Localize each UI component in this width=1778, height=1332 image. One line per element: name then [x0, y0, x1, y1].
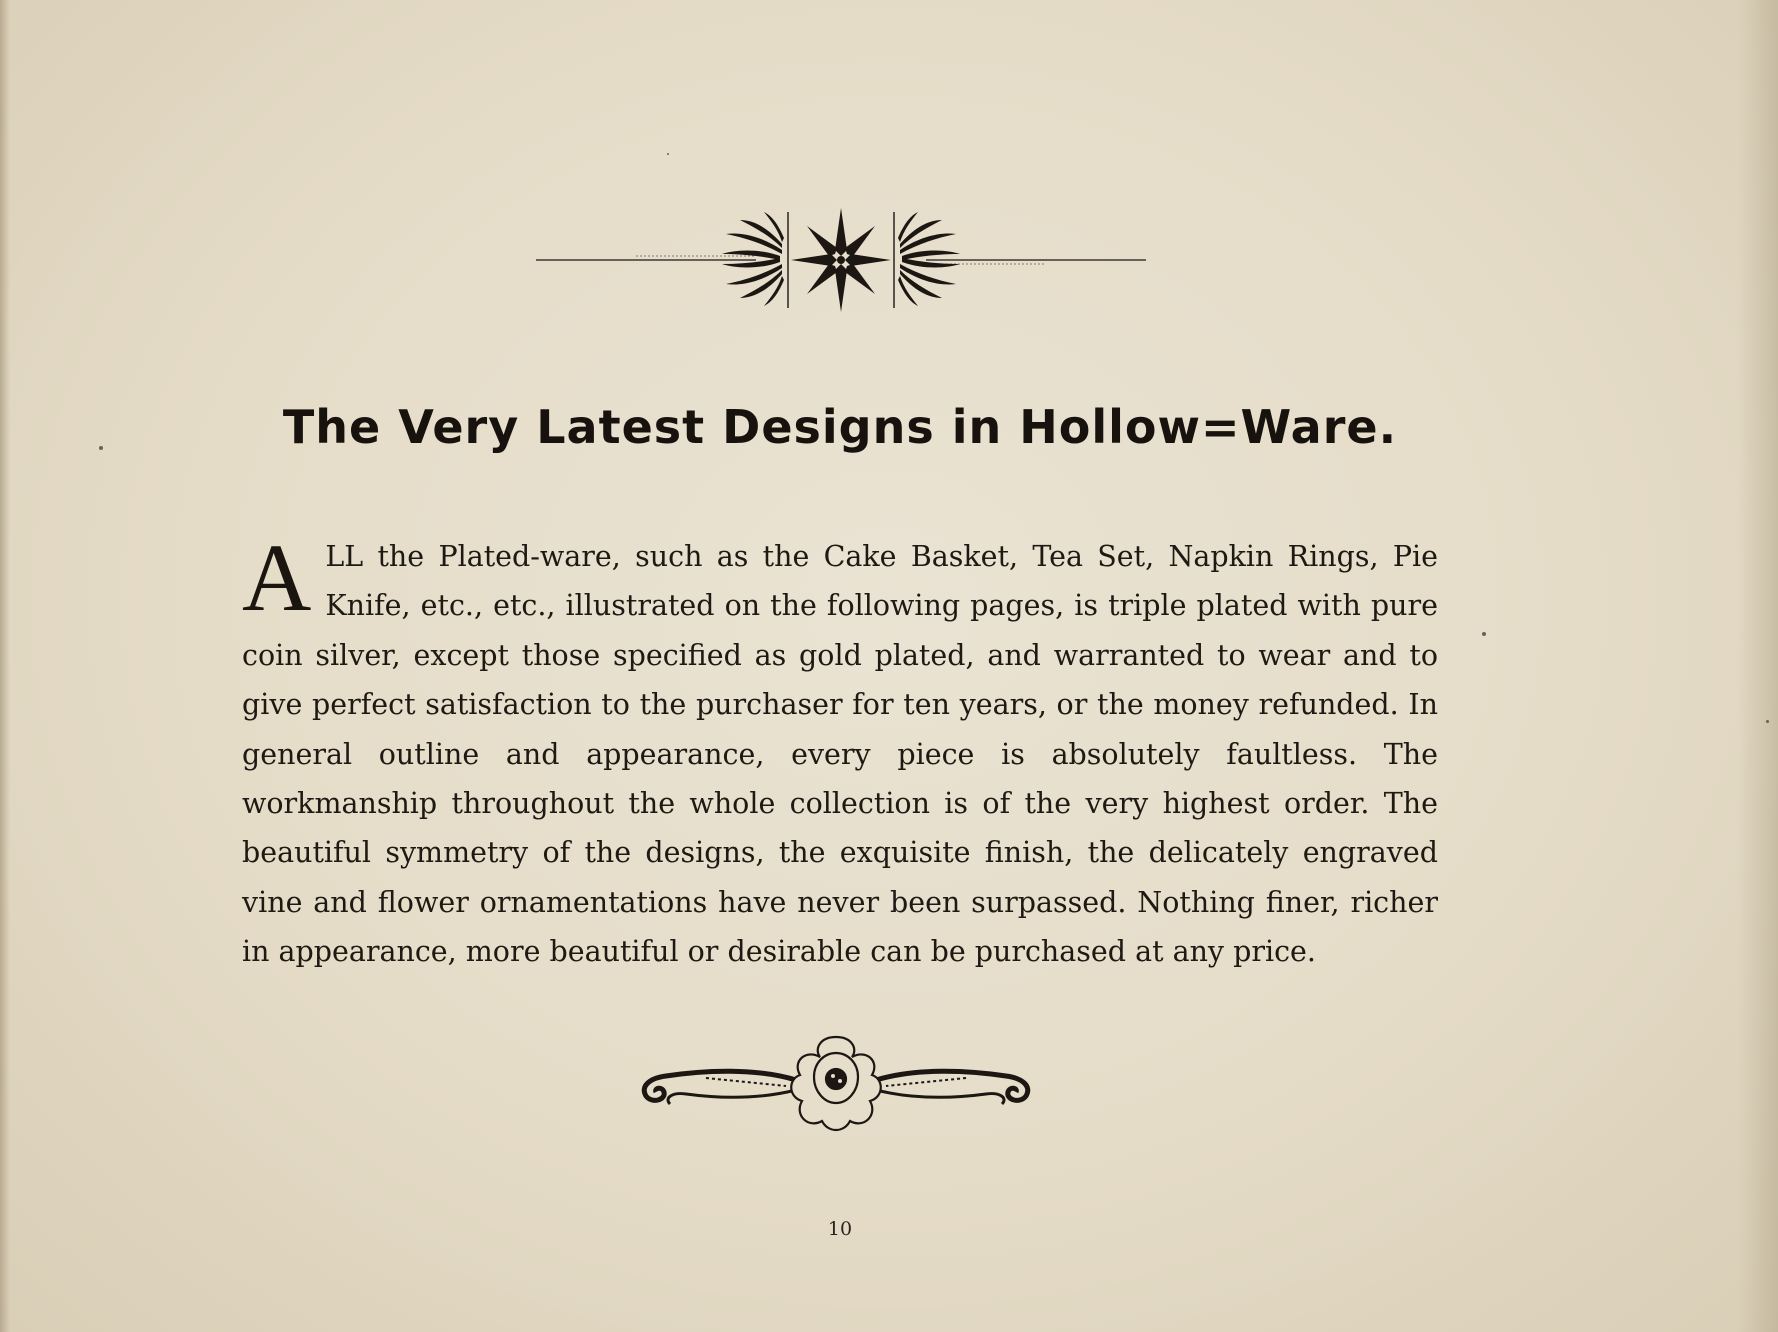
- drop-cap: A: [242, 524, 312, 631]
- page-number: 10: [827, 1218, 853, 1240]
- star-fan-rule-ornament-icon: [536, 206, 1146, 312]
- page-title: The Very Latest Designs in Hollow=Ware.: [282, 400, 1398, 454]
- paper-speck: [667, 153, 669, 155]
- paper-speck: [99, 446, 103, 450]
- page-right-edge-shadow: [1738, 0, 1778, 1332]
- body-paragraph: [242, 524, 1438, 977]
- paper-speck: [1482, 632, 1486, 636]
- paragraph-text: LL the Plated-ware, such as the Cake Basket, Tea Set, Napkin Rings, Pie Knife, etc., etc., illustrated on the following pages, is triple plated with pure coin silver, except those specified as gold plated, and warranted to wear and to give perfect satisfaction to the purchaser for ten years, or the money refunded. In general outline and appearance, every piece is absolutely faultless. The workmanship throughout the whole collection is of the very highest order. The beautiful symmetry of the designs, the exquisite finish, the delicately engraved vine and flower ornamentations have never been surpassed. Nothing finer, richer in appearance, more beautiful or desirable can be purchased at any price.: [242, 540, 1438, 969]
- page-left-edge-shadow: [0, 0, 10, 1332]
- rose-scroll-ornament-icon: [636, 1034, 1036, 1132]
- paper-speck: [1766, 720, 1769, 723]
